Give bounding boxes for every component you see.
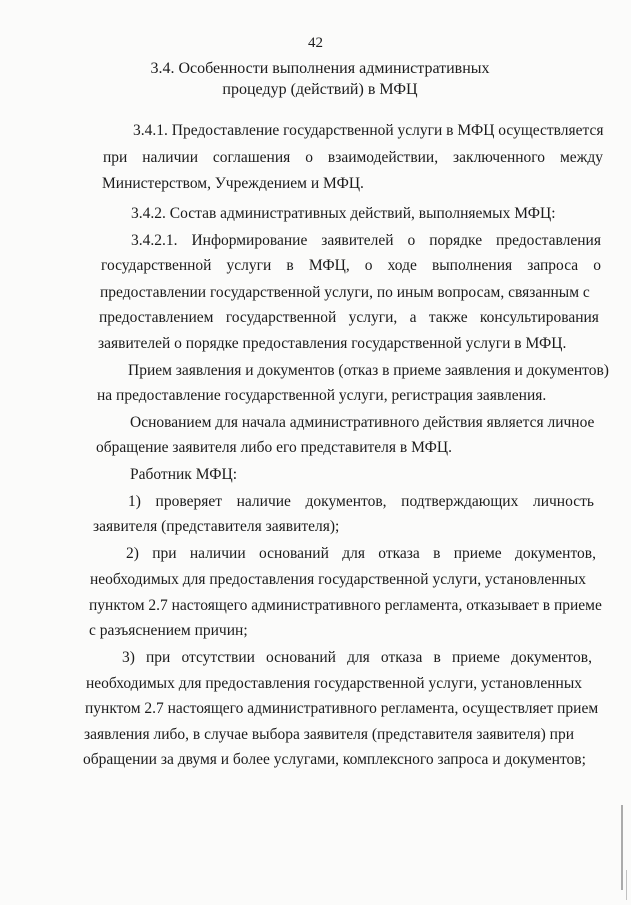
word: порядке: [429, 232, 483, 249]
word: приеме: [451, 649, 500, 666]
word: при: [152, 545, 177, 562]
word: также: [428, 309, 468, 326]
word: о: [407, 232, 416, 249]
word: заявителей: [321, 232, 394, 249]
word: выполнения: [431, 257, 513, 274]
word: отказа: [380, 649, 423, 666]
paragraph-341-line-1: 3.4.1. Предоставление государственной услуги в МФЦ осуществляется: [133, 122, 604, 139]
word: предоставлением: [99, 309, 214, 326]
paragraph-3421-line-5: заявителей о порядке предоставления государственной услуги в МФЦ.: [98, 335, 567, 352]
paragraph-worker: Работник МФЦ:: [130, 466, 238, 483]
word: 3.4.2.1.: [131, 232, 178, 249]
word: 3): [122, 649, 135, 666]
word: государственной: [101, 257, 212, 274]
word: предоставления: [496, 232, 601, 249]
word: наличии: [189, 545, 246, 562]
item-1-line-1: [128, 493, 594, 511]
word: при: [103, 149, 128, 166]
item-3-line-3: пунктом 2.7 настоящего административного регламента, осуществляет прием: [85, 700, 599, 717]
word: о: [593, 257, 601, 274]
word: 2): [126, 545, 139, 562]
paragraph-3421-line-2: [101, 257, 601, 275]
word: Информирование: [191, 232, 308, 249]
item-3-line-1: [122, 649, 592, 667]
word: оснований: [258, 545, 329, 562]
item-2-line-4: с разъяснением причин;: [89, 622, 248, 639]
word: взаимодействии,: [327, 149, 439, 166]
word: наличие: [236, 493, 291, 510]
page-number: 42: [308, 35, 323, 51]
word: личность: [532, 493, 594, 510]
word: документов,: [514, 545, 596, 562]
word: наличии: [142, 149, 198, 166]
word: консультирования: [479, 309, 599, 326]
word: услуги,: [348, 309, 398, 326]
word: между: [559, 149, 603, 166]
word: подтверждающих: [401, 493, 519, 510]
word: услуги: [226, 257, 272, 274]
paragraph-priem-line-1: Прием заявления и документов (отказ в приеме заявления и документов): [128, 362, 609, 379]
word: соглашения: [212, 149, 291, 166]
word: заключенного: [453, 149, 546, 166]
word: документов,: [510, 649, 592, 666]
word: в: [433, 545, 441, 562]
item-3-line-4: заявления либо, в случае выбора заявителя (представителя заявителя) при: [84, 726, 575, 743]
word: для: [347, 649, 370, 666]
item-2-line-1: [126, 545, 596, 563]
word: документов,: [305, 493, 387, 510]
item-1-line-2: заявителя (представителя заявителя);: [93, 518, 340, 535]
item-3-line-5: обращении за двумя и более услугами, комплексного запроса и документов;: [83, 751, 586, 768]
paragraph-3421-line-4: [99, 309, 599, 327]
paragraph-3421-line-1: [131, 232, 601, 250]
word: оснований: [266, 649, 336, 666]
scan-edge-mark: [621, 805, 623, 890]
word: а: [409, 309, 417, 326]
item-2-line-2: необходимых для предоставления государственной услуги, установленных: [90, 571, 586, 588]
word: для: [342, 545, 365, 562]
paragraph-342: 3.4.2. Состав административных действий, выполняемых МФЦ:: [131, 205, 556, 222]
word: отказа: [378, 545, 420, 562]
scan-edge-mark-2: [626, 870, 627, 900]
paragraph-priem-line-2: на предоставление государственной услуги, регистрация заявления.: [97, 387, 547, 404]
word: о: [364, 257, 373, 274]
item-2-line-3: пунктом 2.7 настоящего административного регламента, отказывает в приеме: [89, 597, 602, 614]
word: о: [305, 149, 313, 166]
paragraph-osnovanie-line-1: Основанием для начала административного действия является личное: [130, 414, 595, 431]
word: в: [286, 257, 294, 274]
item-3-line-2: необходимых для предоставления государственной услуги, установленных: [86, 675, 582, 692]
word: МФЦ,: [308, 257, 350, 274]
word: 1): [128, 493, 141, 510]
paragraph-osnovanie-line-2: обращение заявителя либо его представителя в МФЦ.: [96, 439, 453, 456]
word: ходе: [387, 257, 417, 274]
word: проверяет: [155, 493, 222, 510]
word: государственной: [225, 309, 337, 326]
section-heading-line-1: 3.4. Особенности выполнения административных: [150, 60, 490, 77]
section-heading-line-2: процедур (действий) в МФЦ: [222, 81, 418, 98]
word: запроса: [527, 257, 579, 274]
paragraph-3421-line-3: предоставлении государственной услуги, по иным вопросам, связанным с: [100, 284, 590, 301]
word: в: [433, 649, 441, 666]
word: отсутствии: [181, 649, 255, 666]
word: приеме: [453, 545, 502, 562]
paragraph-341-line-2: [103, 149, 603, 167]
word: при: [146, 649, 171, 666]
paragraph-341-line-3: Министерством, Учреждением и МФЦ.: [102, 175, 364, 192]
